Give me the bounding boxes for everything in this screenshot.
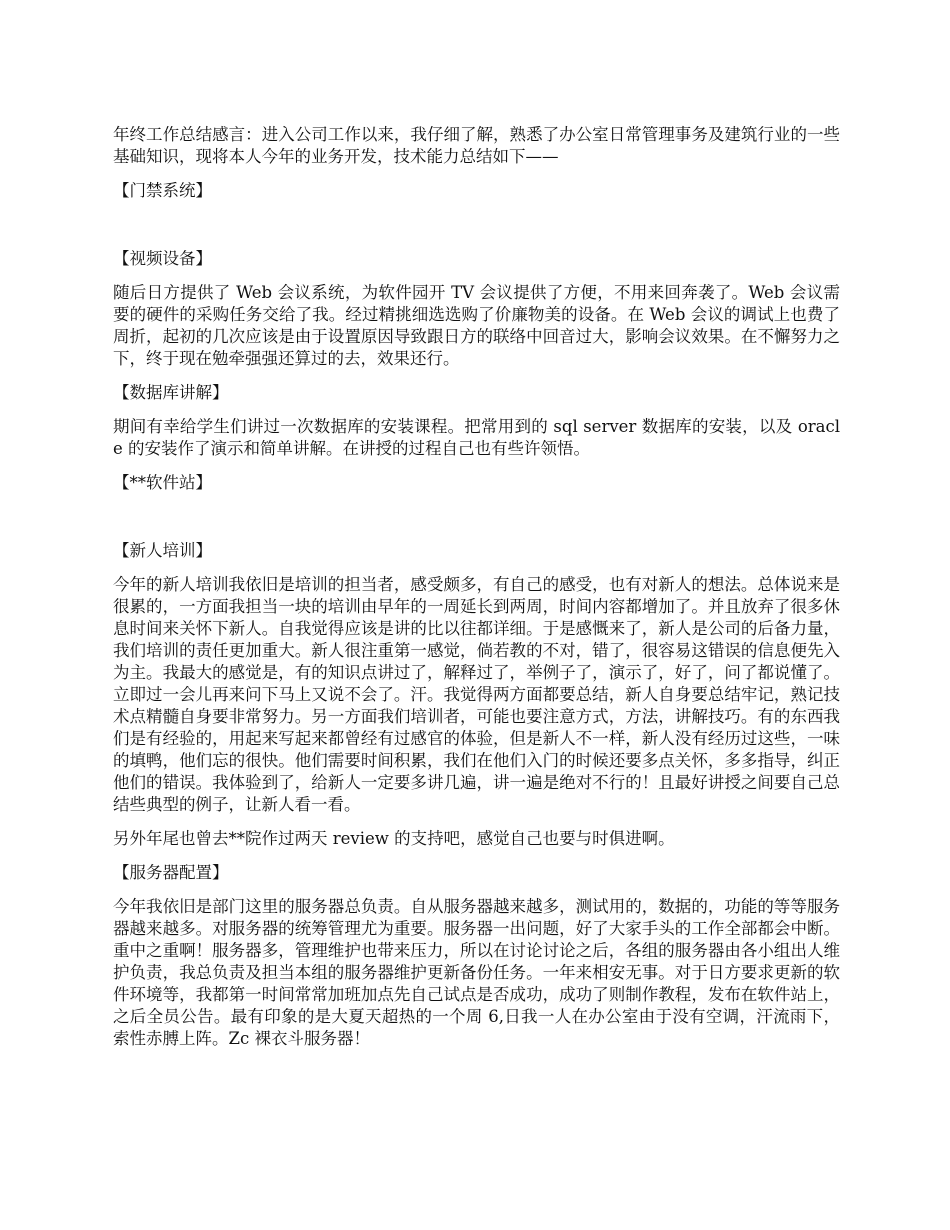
document-body (113, 124, 840, 1062)
heading-new-staff-training: 【新人培训】 (113, 541, 212, 560)
empty-section-space (113, 506, 840, 540)
review-paragraph: 另外年尾也曾去**院作过两天 review 的支持吧，感觉自己也要与时俱进啊。 (113, 829, 675, 848)
video-equipment-paragraph: 随后日方提供了 Web 会议系统，为软件园开 TV 会议提供了方便，不用来回奔袭了。Web 会议需要的硬件的采购任务交给了我。经过精挑细选选购了价廉物美的设备。在 Web 会议的调试上也费了周折，起初的几次应该是由于设置原因导致跟日方的联络中回音过大，影响会议效果。在不懈努力之下，终于现在勉牵强强还算过的去，效果还行。 (113, 283, 840, 368)
heading-access-control: 【门禁系统】 (113, 181, 212, 200)
heading-server-configuration: 【服务器配置】 (113, 863, 229, 882)
intro-paragraph: 年终工作总结感言：进入公司工作以来，我仔细了解，熟悉了办公室日常管理事务及建筑行业的一些基础知识，现将本人今年的业务开发，技术能力总结如下—— (113, 125, 840, 166)
heading-software-site: 【**软件站】 (113, 473, 212, 492)
server-configuration-paragraph: 今年我依旧是部门这里的服务器总负责。自从服务器越来越多，测试用的，数据的，功能的等等服务器越来越多。对服务器的统筹管理尤为重要。服务器一出问题，好了大家手头的工作全部都会中断。重中之重啊！服务器多，管理维护也带来压力，所以在讨论讨论之后，各组的服务器由各小组出人维护负责，我总负责及担当本组的服务器维护更新备份任务。一年来相安无事。对于日方要求更新的软件环境等，我都第一时间常常加班加点先自己试点是否成功，成功了则制作教程，发布在软件站上，之后全员公告。最有印象的是大夏天超热的一个周 6,日我一人在办公室由于没有空调，汗流雨下，索性赤膊上阵。Zc 裸衣斗服务器！ (113, 897, 840, 1048)
empty-section-space (113, 214, 840, 248)
database-lecture-paragraph: 期间有幸给学生们讲过一次数据库的安装课程。把常用到的 sql server 数据库的安装，以及 oracle 的安装作了演示和简单讲解。在讲授的过程自己也有些许领悟。 (113, 417, 840, 458)
new-staff-training-paragraph: 今年的新人培训我依旧是培训的担当者，感受颇多，有自己的感受，也有对新人的想法。总体说来是很累的，一方面我担当一块的培训由早年的一周延长到两周，时间内容都增加了。并且放弃了很多休息时间来关怀下新人。自我觉得应该是讲的比以往都详细。于是感慨来了，新人是公司的后备力量，我们培训的责任更加重大。新人很注重第一感觉，倘若教的不对，错了，很容易这错误的信息便先入为主。我最大的感觉是，有的知识点讲过了，解释过了，举例子了，演示了，好了，问了都说懂了。立即过一会儿再来问下马上又说不会了。汗。我觉得两方面都要总结，新人自身要总结牢记，熟记技术点精髓自身要非常努力。另一方面我们培训者，可能也要注意方式，方法，讲解技巧。有的东西我们是有经验的，用起来写起来都曾经有过感官的体验，但是新人不一样，新人没有经历过这些，一味的填鸭，他们忘的很快。他们需要时间积累，我们在他们入门的时候还要多点关怀，多多指导，纠正他们的错误。我体验到了，给新人一定要多讲几遍，讲一遍是绝对不行的！且最好讲授之间要自己总结些典型的例子，让新人看一看。 (113, 575, 840, 814)
heading-video-equipment: 【视频设备】 (113, 249, 212, 268)
heading-database-lecture: 【数据库讲解】 (113, 383, 229, 402)
